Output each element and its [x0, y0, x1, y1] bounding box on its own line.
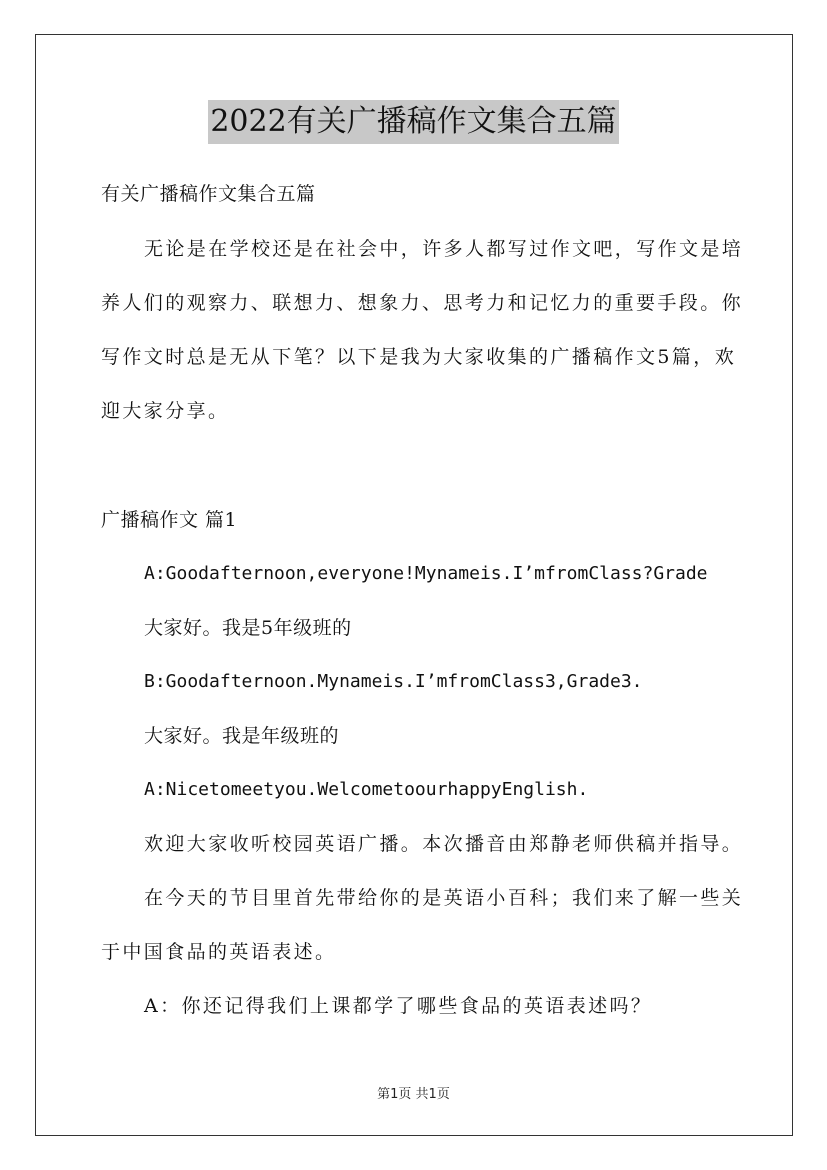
dialog-line-6: 欢迎大家收听校园英语广播。本次播音由郑静老师供稿并指导。 — [144, 833, 744, 855]
dialog-line-1: A:Goodafternoon,everyone!Mynameis.I’mfromClass?Grade — [144, 563, 708, 584]
intro-line-1: 无论是在学校还是在社会中，许多人都写过作文吧，写作文是培 — [144, 238, 744, 260]
intro-line-4: 迎大家分享。 — [101, 400, 230, 422]
dialog-line-8: 于中国食品的英语表述。 — [101, 941, 337, 963]
dialog-line-7: 在今天的节目里首先带给你的是英语小百科；我们来了解一些关 — [144, 887, 744, 909]
intro-line-2: 养人们的观察力、联想力、想象力、思考力和记忆力的重要手段。你 — [101, 292, 744, 314]
dialog-line-5: A:Nicetomeetyou.WelcometoourhappyEnglish. — [144, 779, 589, 800]
title-container — [0, 100, 827, 144]
dialog-line-3: B:Goodafternoon.Mynameis.I’mfromClass3,Grade3. — [144, 671, 643, 692]
document-title: 2022有关广播稿作文集合五篇 — [208, 100, 618, 144]
section-heading: 广播稿作文 篇1 — [101, 509, 238, 531]
intro-line-3: 写作文时总是无从下笔？以下是我为大家收集的广播稿作文5篇，欢 — [101, 346, 737, 368]
document-subtitle: 有关广播稿作文集合五篇 — [101, 183, 316, 205]
dialog-line-9: A：你还记得我们上课都学了哪些食品的英语表述吗？ — [144, 995, 653, 1017]
page-footer: 第1页 共1页 — [377, 1087, 450, 1102]
dialog-line-4: 大家好。我是年级班的 — [144, 725, 340, 747]
dialog-line-2: 大家好。我是5年级班的 — [144, 617, 352, 639]
